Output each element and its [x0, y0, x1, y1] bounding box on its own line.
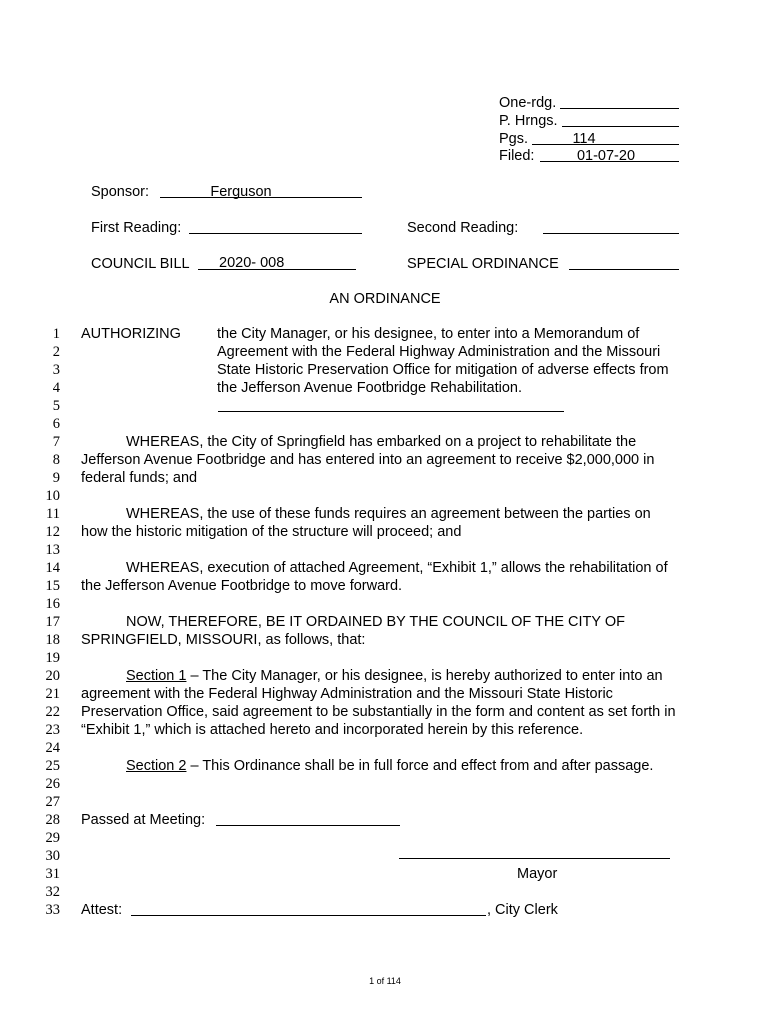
mayor-signature-line[interactable]: [399, 858, 670, 859]
line-number: 17: [45, 614, 60, 630]
whereas-line: WHEREAS, the use of these funds requires an agreement between the parties on: [126, 506, 651, 522]
line-number: 18: [45, 632, 60, 648]
line-number: 32: [45, 884, 60, 900]
attest-signature-line[interactable]: [131, 915, 486, 916]
second-reading-label: Second Reading:: [407, 220, 519, 236]
line-number: 21: [45, 686, 60, 702]
attest-label: Attest:: [81, 902, 123, 918]
filed-label: Filed:: [499, 148, 535, 164]
line-number: 25: [45, 758, 60, 774]
line-number: 28: [45, 812, 60, 828]
passed-blank[interactable]: [216, 825, 400, 826]
line-number: 8: [52, 452, 60, 468]
caption-line: the City Manager, or his designee, to enter into a Memorandum of: [217, 326, 640, 342]
line-number: 1: [52, 326, 60, 342]
section-1-line: agreement with the Federal Highway Administration and the Missouri State Historic: [81, 686, 613, 702]
line-number: 7: [52, 434, 60, 450]
caption-line: State Historic Preservation Office for mitigation of adverse effects from: [217, 362, 669, 378]
whereas-line: WHEREAS, execution of attached Agreement, “Exhibit 1,” allows the rehabilitation of: [126, 560, 668, 576]
line-number: 29: [45, 830, 60, 846]
pgs-label: Pgs.: [499, 131, 529, 147]
line-number: 12: [45, 524, 60, 540]
one-rdg-label: One-rdg.: [499, 95, 557, 111]
p-hrngs-label: P. Hrngs.: [499, 113, 558, 129]
line-number: 20: [45, 668, 60, 684]
page-number: 1 of 114: [369, 976, 401, 986]
section-1-heading: Section 1: [126, 668, 187, 684]
section-2-heading: Section 2: [126, 758, 187, 774]
sponsor-label: Sponsor:: [91, 184, 150, 200]
enacting-clause: SPRINGFIELD, MISSOURI, as follows, that:: [81, 632, 366, 648]
pgs-value: 114: [572, 131, 596, 147]
section-2-line: [126, 758, 653, 774]
whereas-line: how the historic mitigation of the structure will proceed; and: [81, 524, 462, 540]
special-ordinance-blank[interactable]: [569, 269, 679, 270]
mayor-label: Mayor: [517, 866, 558, 882]
special-ordinance-label: SPECIAL ORDINANCE: [407, 256, 559, 272]
whereas-line: WHEREAS, the City of Springfield has embarked on a project to rehabilitate the: [126, 434, 637, 450]
line-number: 24: [45, 740, 60, 756]
line-number: 4: [52, 380, 60, 396]
line-number: 27: [45, 794, 60, 810]
line-number: 22: [45, 704, 60, 720]
section-1-line: “Exhibit 1,” which is attached hereto and incorporated herein by this reference.: [81, 722, 584, 738]
caption-line: Agreement with the Federal Highway Administration and the Missouri: [217, 344, 661, 360]
caption-rule: [218, 411, 564, 412]
line-number: 6: [52, 416, 60, 432]
line-number: 23: [45, 722, 60, 738]
section-1-text: – The City Manager, or his designee, is hereby authorized to enter into an: [186, 668, 663, 684]
whereas-line: Jefferson Avenue Footbridge and has entered into an agreement to receive $2,000,000 in: [81, 452, 655, 468]
passed-label: Passed at Meeting:: [81, 812, 206, 828]
one-rdg-blank[interactable]: [560, 108, 679, 109]
p-hrngs-blank[interactable]: [562, 126, 679, 127]
line-number: 19: [45, 650, 60, 666]
line-number: 16: [45, 596, 60, 612]
line-number: 30: [45, 848, 60, 864]
line-number: 15: [45, 578, 60, 594]
filed-value: 01-07-20: [576, 148, 636, 164]
section-1-first-line: [126, 668, 663, 684]
line-number: 5: [52, 398, 60, 414]
line-number: 9: [52, 470, 60, 486]
caption-line: the Jefferson Avenue Footbridge Rehabilitation.: [217, 380, 522, 396]
city-clerk-label: , City Clerk: [487, 902, 558, 918]
line-number: 33: [45, 902, 60, 918]
line-number: 26: [45, 776, 60, 792]
section-1-line: Preservation Office, said agreement to be substantially in the form and content as set forth in: [81, 704, 676, 720]
sponsor-value: Ferguson: [210, 184, 272, 200]
line-number: 31: [45, 866, 60, 882]
second-reading-blank[interactable]: [543, 233, 679, 234]
ordinance-title: AN ORDINANCE: [329, 291, 441, 307]
whereas-line: the Jefferson Avenue Footbridge to move forward.: [81, 578, 403, 594]
first-reading-label: First Reading:: [91, 220, 182, 236]
council-bill-value: 2020- 008: [219, 255, 285, 271]
line-number: 14: [45, 560, 60, 576]
line-number: 10: [45, 488, 60, 504]
enacting-clause: NOW, THEREFORE, BE IT ORDAINED BY THE COUNCIL OF THE CITY OF: [126, 614, 625, 630]
line-number: 11: [46, 506, 60, 522]
line-number: 2: [52, 344, 60, 360]
line-number: 13: [45, 542, 60, 558]
section-2-text: – This Ordinance shall be in full force and effect from and after passage.: [186, 758, 654, 774]
whereas-line: federal funds; and: [81, 470, 198, 486]
authorizing-label: AUTHORIZING: [81, 326, 181, 342]
first-reading-blank[interactable]: [189, 233, 362, 234]
council-bill-label: COUNCIL BILL: [91, 256, 190, 272]
line-number: 3: [52, 362, 60, 378]
